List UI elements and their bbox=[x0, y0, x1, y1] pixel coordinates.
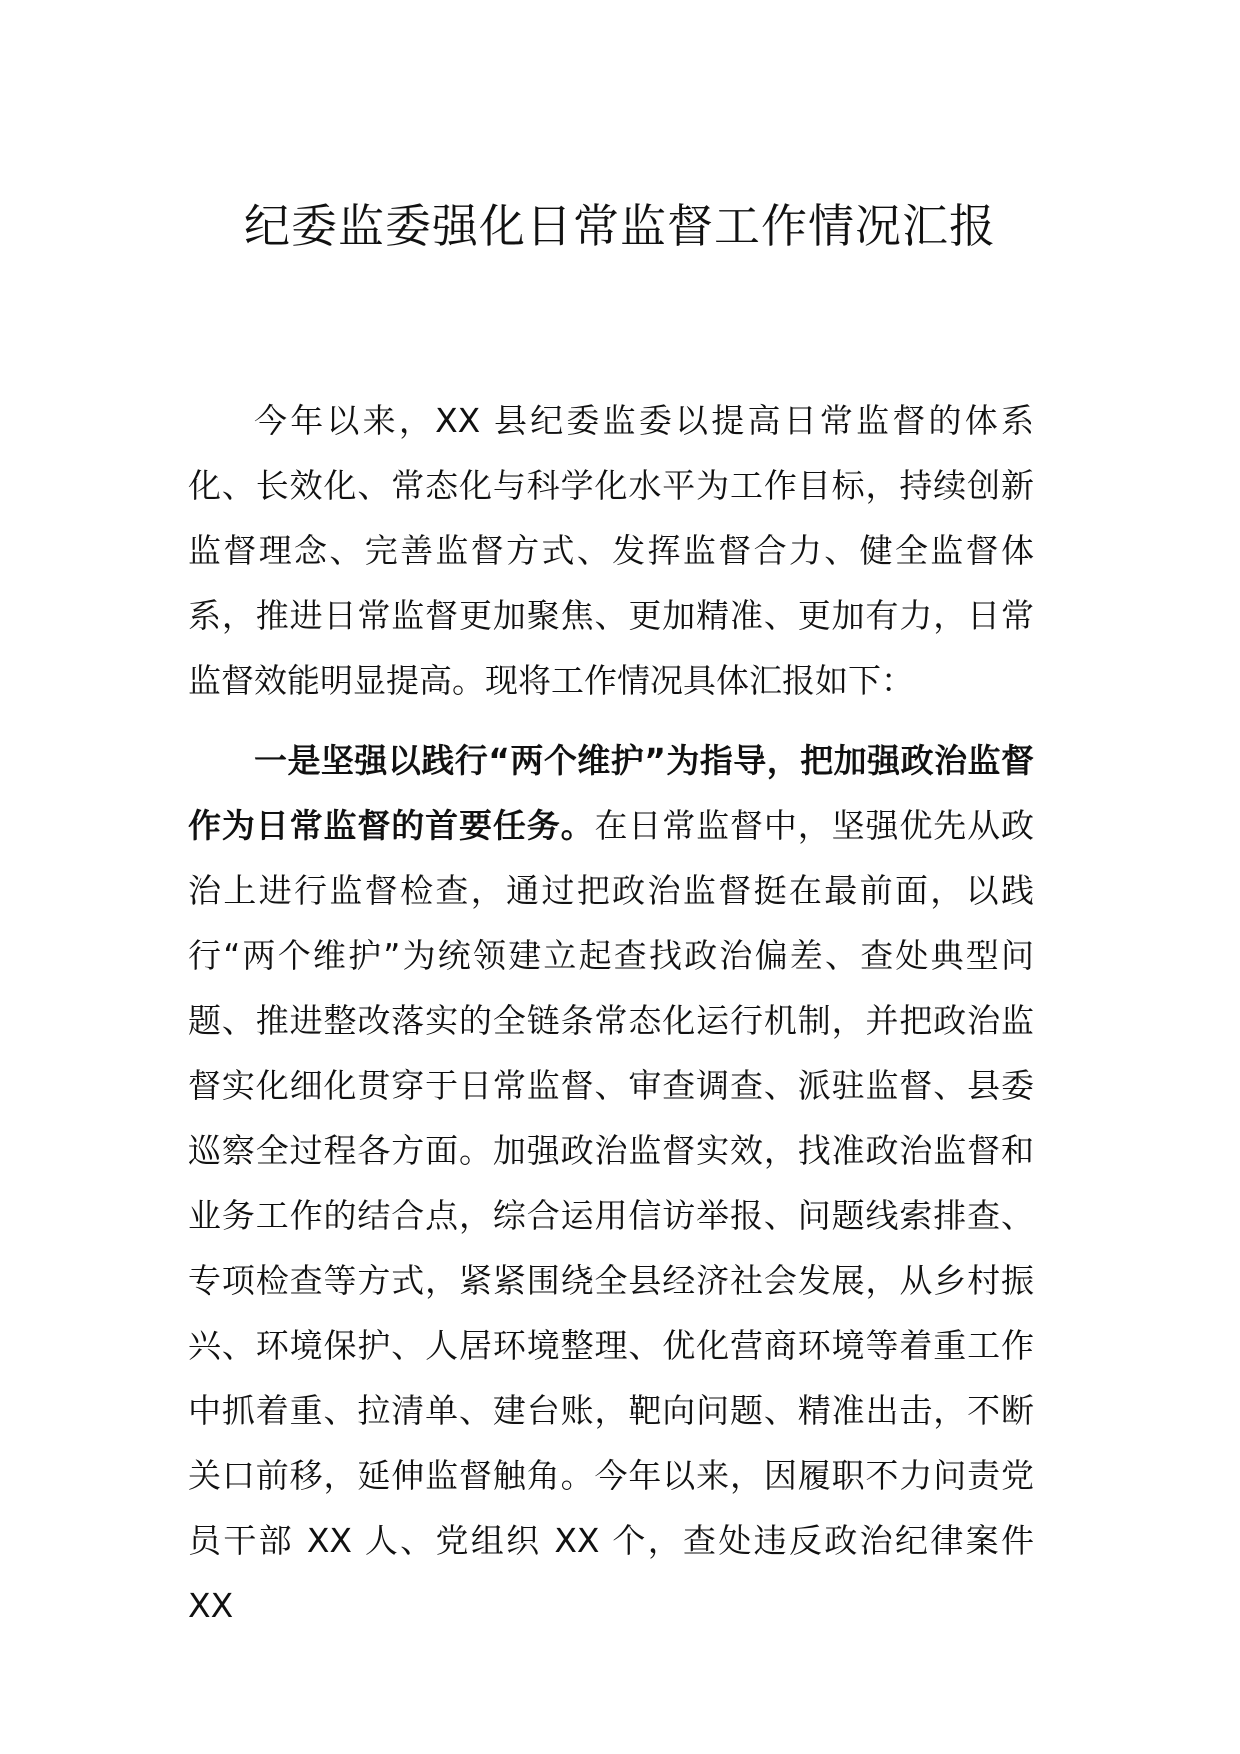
paragraph-intro bbox=[188, 388, 1034, 713]
paragraph-text: 在日常监督中，坚强优先从政治上进行监督检查，通过把政治监督挺在最前面，以践行“两个维护”为统领建立起查找政治偏差、查处典型问题、推进整改落实的全链条常态化运行机制，并把政治监督实化细化贯穿于日常监督、审查调查、派驻监督、县委巡察全过程各方面。加强政治监督实效，找准政治监督和业务工作的结合点，综合运用信访举报、问题线索排查、专项检查等方式，紧紧围绕全县经济社会发展，从乡村振兴、环境保护、人居环境整理、优化营商环境等着重工作中抓着重、拉清单、建台账，靶向问题、精准出击，不断关口前移，延伸监督触角。今年以来，因履职不力问责党员干部 XX 人、党组织 XX 个，查处违反政治纪律案件 XX bbox=[188, 806, 1034, 1625]
document-title: 纪委监委强化日常监督工作情况汇报 bbox=[244, 199, 996, 253]
paragraph-lead: 一是坚强以践行“两个维护”为指导，把加强政治监督作为日常监督的首要任务。 bbox=[188, 741, 1034, 845]
paragraph-section-one bbox=[188, 728, 1034, 1638]
paragraph-text: 今年以来，XX 县纪委监委以提高日常监督的体系化、长效化、常态化与科学化水平为工作目标，持续创新监督理念、完善监督方式、发挥监督合力、健全监督体系，推进日常监督更加聚焦、更加精准、更加有力，日常监督效能明显提高。现将工作情况具体汇报如下： bbox=[188, 401, 1034, 700]
document-body bbox=[188, 388, 1034, 1638]
